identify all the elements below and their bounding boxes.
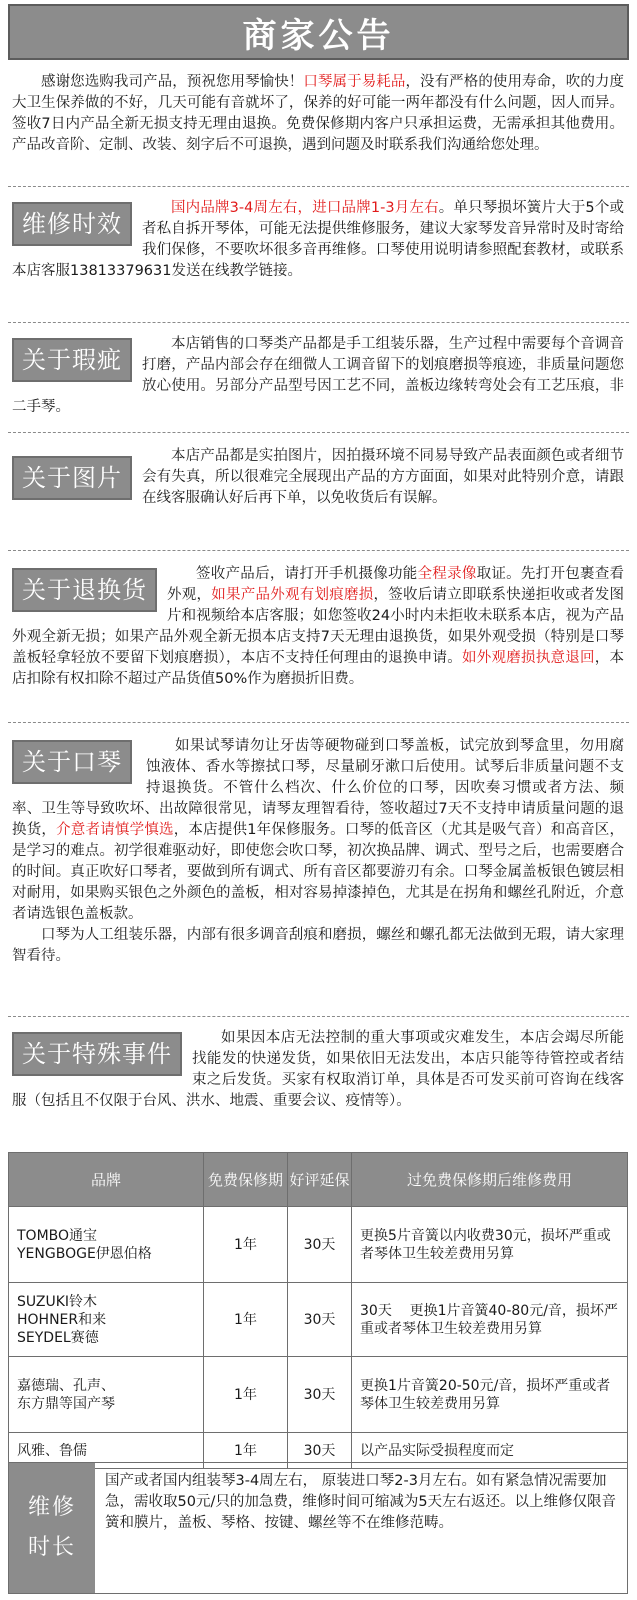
section-label-returns: 关于退换货 [12,568,157,612]
table-row [9,1207,628,1283]
divider [8,550,629,551]
fee-cell: 30天 更换1片音簧40-80元/音，损坏严重或者琴体卫生较差费用另算 [352,1283,628,1357]
highlight-consumable: 口琴属于易耗品 [303,74,406,90]
table-row [9,1283,628,1357]
fee-cell: 更换1片音簧20-50元/音，损坏严重或者琴体卫生较差费用另算 [352,1357,628,1433]
special-events-text: 如果因本店无法控制的重大事项或灾难发生，本店会竭尽所能找能发的快递发货，如果依旧无法发出，本店只能等待管控或者结束之后发货。买家有权取消订单，具体是否可发买前可咨询在线客服（包括且不仅限于台风、洪水、地震、重要会议、疫情等）。 [12,1030,624,1109]
harmonica-text-2: 口琴为人工组装乐器，内部有很多调音刮痕和磨损，螺丝和螺孔都无法做到无瑕，请大家理智看待。 [12,927,624,964]
free-period-cell: 1年 [204,1357,288,1433]
flaws-text: 本店销售的口琴类产品都是手工组装乐器，生产过程中需要每个音调音打磨，产品内部会存在细微人工调音留下的划痕磨损等痕迹，非质量问题您放心使用。另部分产品型号因工艺不同，盖板边缘转弯处会有工艺压痕，非二手琴。 [12,336,624,415]
repair-fee-table [8,1152,628,1469]
extend-cell: 30天 [288,1433,352,1469]
brand-cell: 嘉德瑞、孔声、 东方鼎等国产琴 [9,1357,204,1433]
highlight-scratch: 如果产品外观有划痕磨损 [211,587,374,603]
highlight-repair-time: 国内品牌3-4周左右，进口品牌1-3月左右 [171,200,439,216]
table-header: 过免费保修期后维修费用 [352,1153,628,1207]
intro-section [12,72,624,156]
pictures-text: 本店产品都是实拍图片，因拍摄环境不同易导致产品表面颜色或者细节会有失真，所以很难完全展现出产品的方方面面，如果对此特别介意，请跟在线客服确认好后再下单，以免收货后有误解。 [142,448,624,506]
section-label-repair-period: 维修时效 [12,202,132,246]
divider [8,722,629,723]
fee-cell: 以产品实际受损程度而定 [352,1433,628,1469]
flaws-section [12,334,624,418]
extend-cell: 30天 [288,1357,352,1433]
intro-text: 感谢您选购我司产品，预祝您用琴愉快！口琴属于易耗品，没有严格的使用寿命，吹的力度大卫生保养做的不好，几天可能有音就坏了，保养的好可能一两年都没有什么问题，因人而异。签收7日内产品全新无损支持无理由退换。免费保修期内客户只承担运费，无需承担其他费用。产品改音阶、定制、改装、刻字后不可退换，遇到问题及时联系我们沟通给您处理。 [12,74,625,153]
special-events-section [12,1028,624,1112]
repair-time-label-line2: 时长 [27,1535,76,1560]
page-title: 商家公告 [8,4,629,60]
divider [8,322,629,323]
extend-cell: 30天 [288,1283,352,1357]
section-label-special-events: 关于特殊事件 [12,1032,182,1076]
extend-cell: 30天 [288,1207,352,1283]
section-label-flaws: 关于瑕疵 [12,338,132,382]
free-period-cell: 1年 [204,1207,288,1283]
free-period-cell: 1年 [204,1283,288,1357]
highlight-record-video: 全程录像 [417,566,477,582]
brand-cell: SUZUKI铃木 HOHNER和来 SEYDEL赛德 [9,1283,204,1357]
table-header-row [9,1153,628,1207]
repair-time-box [8,1462,628,1594]
divider [8,1016,629,1017]
repair-period-section [12,198,624,282]
fee-cell: 更换5片音簧以内收费30元，损坏严重或者琴体卫生较差费用另算 [352,1207,628,1283]
pictures-section [12,446,624,509]
returns-section [12,564,624,690]
table-header: 好评延保 [288,1153,352,1207]
repair-time-label-line1: 维修 [27,1495,76,1520]
section-label-pictures: 关于图片 [12,456,132,500]
section-label-harmonica: 关于口琴 [12,740,132,784]
repair-time-label [9,1463,95,1593]
free-period-cell: 1年 [204,1433,288,1469]
table-row [9,1357,628,1433]
divider [8,432,629,433]
repair-period-text: 国内品牌3-4周左右，进口品牌1-3月左右。单只琴损坏簧片大于5个或者私自拆开琴体，可能无法提供维修服务，建议大家琴发音异常时及时寄给我们保修，不要吹坏很多音再维修。口琴使用说明请参照配套教材，或联系本店客服13813379631发送在线教学链接。 [12,200,624,279]
harmonica-section [12,736,624,967]
returns-text: 签收产品后，请打开手机摄像功能全程录像取证。先打开包裹查看外观，如果产品外观有划痕磨损，签收后请立即联系快递拒收或者发图片和视频给本店客服；如您签收24小时内未拒收未联系本店，视为产品外观全新无损；如果产品外观全新无损本店支持7天无理由退换货，如果外观受损（特别是口琴盖板轻拿轻放不要留下划痕磨损），本店不支持任何理由的退换申请。如外观磨损执意退回，本店扣除有权扣除不超过产品货值50%作为磨损折旧费。 [12,566,625,687]
table-header: 免费保修期 [204,1153,288,1207]
divider [8,186,629,187]
table-header: 品牌 [9,1153,204,1207]
brand-cell: 风雅、鲁儒 [9,1433,204,1469]
brand-cell: TOMBO通宝 YENGBOGE伊恩伯格 [9,1207,204,1283]
repair-time-text: 国产或者国内组装琴3-4周左右， 原装进口琴2-3月左右。如有紧急情况需要加急，需收取50元/只的加急费，维修时间可缩减为5天左右返还。以上维修仅限音簧和膜片，盖板、琴格、按键、螺丝等不在维修范畴。 [105,1473,617,1531]
highlight-return-insist: 如外观磨损执意退回 [462,650,595,666]
harmonica-text: 如果试琴请勿让牙齿等硬物碰到口琴盖板，试完放到琴盒里，勿用腐蚀液体、香水等擦拭口琴，尽量刷牙漱口后使用。试琴后非质量问题不支持退换货。不管什么档次、什么价位的口琴，因吹奏习惯或者方法、频率、卫生等导致吹坏、出故障很常见，请琴友理智看待，签收超过7天不支持申请质量问题的退换货，介意者请慎学慎选，本店提供1年保修服务。口琴的低音区（尤其是吸气音）和高音区，是学习的难点。初学很难驱动好，即使您会吹口琴，初次换品牌、调式、型号之后，也需要磨合的时间。真正吹好口琴者，要做到所有调式、所有音区都要游刃有余。口琴金属盖板银色镀层相对耐用，如果购买银色之外颜色的盖板，相对容易掉漆掉色，尤其是在拐角和螺丝孔附近，介意者请选银色盖板款。 [12,738,625,922]
highlight-caution: 介意者请慎学慎选 [56,822,174,838]
